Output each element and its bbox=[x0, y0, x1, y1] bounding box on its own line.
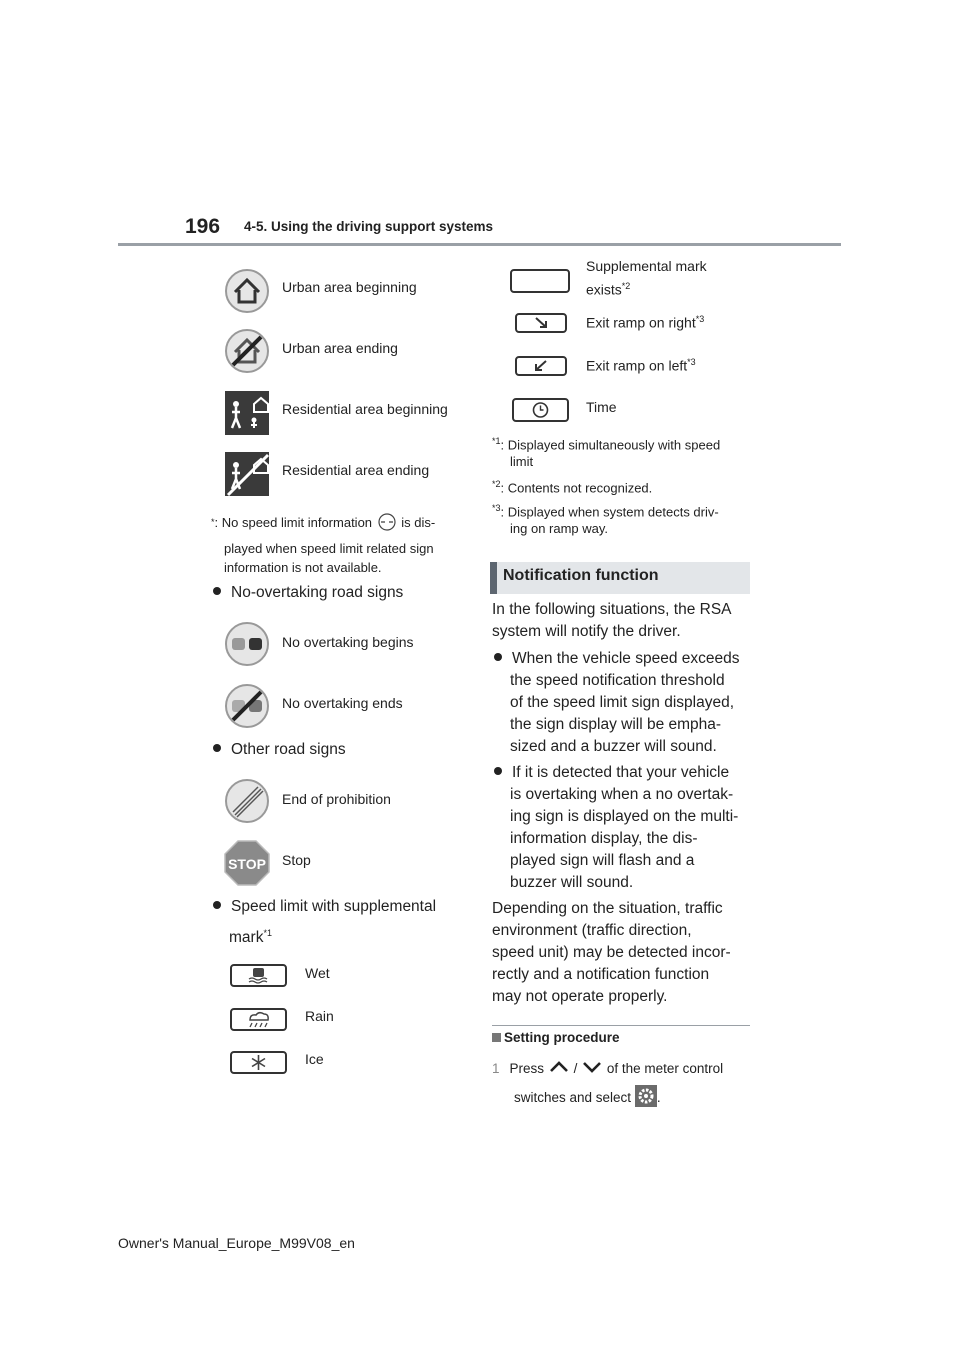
para-line-5: may not operate properly. bbox=[492, 988, 668, 1005]
step-number: 1 bbox=[492, 1061, 500, 1076]
para-line-1: Depending on the situation, traffic bbox=[492, 900, 723, 917]
bullet-dot bbox=[213, 901, 221, 909]
no-info-icon bbox=[376, 513, 398, 531]
sign-label-ice: Ice bbox=[305, 1051, 324, 1067]
fn2-text: : Contents not recognized. bbox=[500, 480, 653, 496]
b1-line-4: the sign display will be empha- bbox=[510, 716, 722, 733]
supplemental-heading-a: Speed limit with supplemental bbox=[231, 898, 437, 915]
sign-label-rain: Rain bbox=[305, 1008, 334, 1024]
para-line-2: environment (traffic direction, bbox=[492, 922, 692, 939]
sign-label-urban-end: Urban area ending bbox=[282, 340, 398, 356]
chevron-down-icon bbox=[581, 1060, 603, 1074]
sign-label-end-of-prohibition: End of prohibition bbox=[282, 791, 391, 807]
ice-icon bbox=[230, 1051, 287, 1074]
footer-text: Owner's Manual_Europe_M99V08_en bbox=[118, 1235, 355, 1251]
fn1-text: : Displayed simultaneously with speed bbox=[500, 437, 721, 453]
bullet-no-overtaking bbox=[213, 582, 403, 604]
b2-line-1: If it is detected that your vehicle bbox=[512, 764, 730, 781]
urban-end-icon bbox=[224, 328, 270, 374]
sign-label-time: Time bbox=[586, 399, 617, 415]
intro-line-2: system will notify the driver. bbox=[492, 623, 681, 640]
exit-ramp-left-icon bbox=[515, 356, 567, 376]
other-heading: Other road signs bbox=[231, 741, 346, 758]
sign-label-exit-right bbox=[586, 314, 704, 331]
supplemental-heading-b: mark bbox=[229, 929, 264, 947]
para-line-3: speed unit) may be detected incor- bbox=[492, 944, 731, 961]
residential-end-icon bbox=[224, 451, 270, 497]
step-end: . bbox=[656, 1090, 661, 1105]
intro-line-1: In the following situations, the RSA bbox=[492, 601, 732, 618]
step-1-line2 bbox=[514, 1085, 661, 1110]
gear-icon bbox=[635, 1085, 657, 1107]
bullet-overtaking bbox=[494, 762, 729, 784]
footnote-3 bbox=[492, 499, 719, 521]
stop-sign-icon bbox=[223, 839, 271, 887]
bullet-speed bbox=[494, 648, 739, 670]
no-limit-note bbox=[211, 513, 466, 532]
b2-line-4: information display, the dis- bbox=[510, 830, 698, 847]
fn3-text: : Displayed when system detects driv- bbox=[500, 504, 719, 520]
bullet-dot bbox=[494, 767, 502, 775]
sup-3b: *3 bbox=[687, 357, 696, 367]
setting-heading bbox=[492, 1030, 620, 1045]
b1-line-3: of the speed limit sign displayed, bbox=[510, 694, 735, 711]
bullet-dot bbox=[213, 587, 221, 595]
chevron-up-icon bbox=[548, 1060, 570, 1074]
step-line2: switches and select bbox=[514, 1090, 632, 1105]
bullet-other-signs bbox=[213, 739, 346, 761]
step-press: Press bbox=[509, 1061, 545, 1076]
footnote-2 bbox=[492, 475, 652, 497]
no-overtaking-heading: No-overtaking road signs bbox=[231, 584, 404, 601]
b2-line-2: is overtaking when a no overtak- bbox=[510, 786, 734, 803]
setting-heading-text: Setting procedure bbox=[504, 1030, 620, 1045]
sup-2: *2 bbox=[621, 281, 631, 291]
supplemental-heading-sup: *1 bbox=[263, 928, 272, 938]
end-of-prohibition-icon bbox=[224, 778, 270, 824]
b2-line-6: buzzer will sound. bbox=[510, 874, 634, 891]
bullet-dot bbox=[213, 744, 221, 752]
sign-label-urban-begin: Urban area beginning bbox=[282, 279, 417, 295]
notification-title: Notification function bbox=[503, 567, 659, 584]
sign-label-supplemental-b bbox=[586, 281, 630, 298]
b2-line-5: played sign will flash and a bbox=[510, 852, 695, 869]
wet-icon bbox=[230, 964, 287, 987]
footnote-1-cont: limit bbox=[510, 454, 534, 469]
exit-right-text: Exit ramp on right bbox=[586, 314, 696, 331]
urban-begin-icon bbox=[224, 268, 270, 314]
sign-label-residential-end: Residential area ending bbox=[282, 462, 430, 478]
fn1-mark: *1 bbox=[492, 436, 501, 446]
note-line-2: played when speed limit related sign bbox=[224, 541, 434, 556]
step-slash: / bbox=[573, 1061, 578, 1076]
b1-line-5: sized and a buzzer will sound. bbox=[510, 738, 717, 755]
sign-label-no-overtaking-ends: No overtaking ends bbox=[282, 695, 403, 711]
exit-left-text: Exit ramp on left bbox=[586, 357, 688, 374]
supplemental-exists: exists bbox=[586, 281, 622, 298]
note-line-3: information is not available. bbox=[224, 560, 382, 575]
sign-label-residential-begin: Residential area beginning bbox=[282, 401, 448, 417]
stop-sign-text: STOP bbox=[228, 856, 266, 872]
sign-label-exit-left bbox=[586, 357, 696, 374]
para-line-4: rectly and a notification function bbox=[492, 966, 710, 983]
rain-icon bbox=[230, 1008, 287, 1031]
setting-divider bbox=[492, 1025, 750, 1026]
step-1 bbox=[492, 1059, 723, 1079]
step-rest: of the meter control bbox=[606, 1061, 724, 1076]
page-number: 196 bbox=[185, 215, 221, 238]
no-overtaking-ends-icon bbox=[224, 683, 270, 729]
sign-label-wet: Wet bbox=[305, 965, 330, 981]
b1-line-1: When the vehicle speed exceeds bbox=[512, 650, 740, 667]
supplemental-heading-line2 bbox=[229, 922, 272, 949]
sign-label-no-overtaking-begins: No overtaking begins bbox=[282, 634, 414, 650]
footnote-3-cont: ing on ramp way. bbox=[510, 521, 609, 536]
header-divider bbox=[118, 243, 841, 246]
footnote-1 bbox=[492, 432, 720, 454]
supplemental-mark-icon bbox=[510, 269, 570, 293]
note-part-b: is dis- bbox=[401, 515, 436, 530]
heading-square-icon bbox=[492, 1033, 501, 1042]
bullet-dot bbox=[494, 653, 502, 661]
no-overtaking-begins-icon bbox=[224, 621, 270, 667]
b2-line-3: ing sign is displayed on the multi- bbox=[510, 808, 739, 825]
note-part-a: : No speed limit information bbox=[214, 515, 373, 530]
fn2-mark: *2 bbox=[492, 479, 501, 489]
residential-begin-icon bbox=[224, 390, 270, 436]
sign-label-stop: Stop bbox=[282, 852, 311, 868]
sign-label-supplemental-a: Supplemental mark bbox=[586, 258, 707, 274]
note-star: * bbox=[211, 517, 215, 527]
exit-ramp-right-icon bbox=[515, 313, 567, 333]
fn3-mark: *3 bbox=[492, 503, 501, 513]
bullet-supplemental bbox=[213, 896, 436, 918]
sup-3: *3 bbox=[695, 314, 705, 324]
section-title: 4-5. Using the driving support systems bbox=[244, 219, 494, 234]
b1-line-2: the speed notification threshold bbox=[510, 672, 725, 689]
clock-icon bbox=[512, 398, 569, 422]
